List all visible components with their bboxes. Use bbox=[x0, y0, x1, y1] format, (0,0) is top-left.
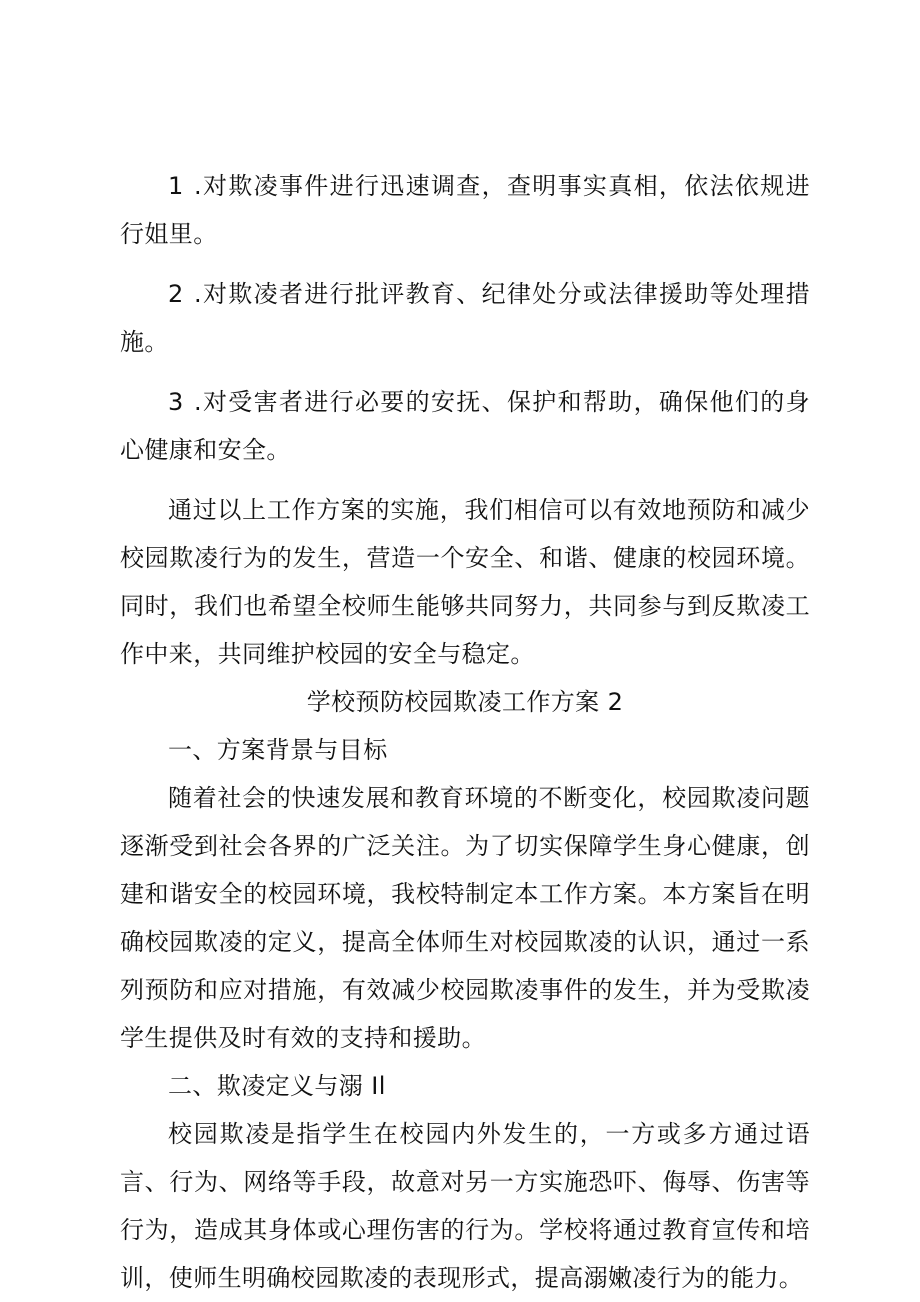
list-number: 1 bbox=[168, 172, 184, 200]
list-text: .对受害者进行必要的安抚、保护和帮助，确保他们的身心健康和安全。 bbox=[120, 388, 810, 464]
list-item-3 bbox=[120, 378, 810, 474]
list-item-1 bbox=[120, 162, 810, 258]
document-page bbox=[120, 162, 810, 1302]
list-number: 3 bbox=[168, 388, 184, 416]
summary-paragraph: 通过以上工作方案的实施，我们相信可以有效地预防和减少校园欺凌行为的发生，营造一个安全、和谐、健康的校园环境。同时，我们也希望全校师生能够共同努力，共同参与到反欺凌工作中来，共同维护校园的安全与稳定。 bbox=[120, 496, 810, 668]
list-item-2 bbox=[120, 270, 810, 366]
list-text: .对欺凌事件进行迅速调查，查明事实真相，依法依规进行姐里。 bbox=[120, 172, 810, 248]
section-title: 学校预防校园欺凌工作方案 2 bbox=[306, 688, 624, 716]
list-text: .对欺凌者进行批评教育、纪律处分或法律援助等处理措施。 bbox=[120, 280, 810, 356]
section-1-heading: 一、方案背景与目标 bbox=[168, 736, 388, 764]
list-number: 2 bbox=[168, 280, 184, 308]
section-2-body: 校园欺凌是指学生在校园内外发生的，一方或多方通过语言、行为、网络等手段，故意对另一方实施恐吓、侮辱、伤害等行为，造成其身体或心理伤害的行为。学校将通过教育宣传和培训，使师生明确校园欺凌的表现形式，提高溺嫩凌行为的能力。 bbox=[120, 1120, 810, 1292]
section-2-heading: 二、欺凌定义与溺 Il bbox=[168, 1072, 386, 1100]
section-1-body: 随着社会的快速发展和教育环境的不断变化，校园欺凌问题逐渐受到社会各界的广泛关注。为了切实保障学生身心健康，创建和谐安全的校园环境，我校特制定本工作方案。本方案旨在明确校园欺凌的定义，提高全体师生对校园欺凌的认识，通过一系列预防和应对措施，有效减少校园欺凌事件的发生，并为受欺凌学生提供及时有效的支持和援助。 bbox=[120, 784, 810, 1052]
